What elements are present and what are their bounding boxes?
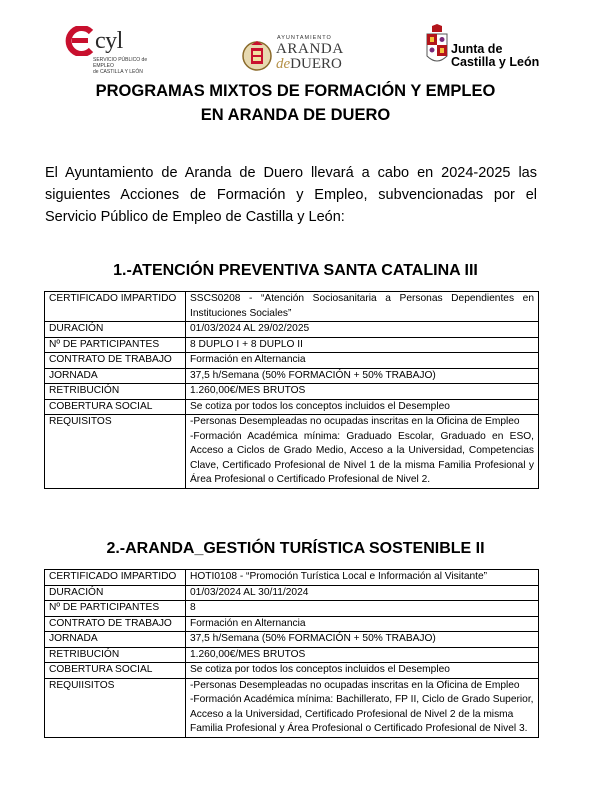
row-label: JORNADA — [45, 368, 186, 384]
row-label: CONTRATO DE TRABAJO — [45, 353, 186, 369]
row-value: 1.260,00€/MES BRUTOS — [186, 384, 539, 400]
aranda-logo-name: ARANDA — [276, 41, 344, 57]
junta-castilla-leon-logo — [424, 24, 544, 72]
jcyl-logo-line2: Castilla y León — [451, 55, 540, 69]
row-label: REQUIISITOS — [45, 678, 186, 737]
table-row — [45, 353, 539, 369]
table-row — [45, 616, 539, 632]
row-value: 37,5 h/Semana (50% FORMACIÓN + 50% TRABAJO) — [186, 632, 539, 648]
ecyl-e-icon — [64, 26, 94, 56]
row-label: JORNADA — [45, 632, 186, 648]
table-row — [45, 632, 539, 648]
aranda-coat-of-arms-icon — [242, 39, 272, 73]
row-value: 8 DUPLO I + 8 DUPLO II — [186, 337, 539, 353]
row-value: Se cotiza por todos los conceptos incluidos el Desempleo — [186, 399, 539, 415]
row-label: Nº DE PARTICIPANTES — [45, 601, 186, 617]
row-label: CERTIFICADO IMPARTIDO — [45, 570, 186, 586]
table-row — [45, 415, 539, 489]
row-label: COBERTURA SOCIAL — [45, 663, 186, 679]
row-value: SSCS0208 - “Atención Sociosanitaria a Personas Dependientes en Instituciones Sociales” — [186, 292, 539, 322]
requisito-item: -Formación Académica mínima: Bachillerato, FP II, Ciclo de Grado Superior, Acceso a la Universidad, Certificado Profesional de Nivel 2 de la misma Familia Profesional y Área Profesional o Certificado Profesional de Nivel 3. — [190, 694, 534, 734]
table-row — [45, 585, 539, 601]
row-label: DURACIÓN — [45, 322, 186, 338]
aranda-logo-de-duero: deDUERO — [276, 56, 342, 72]
aranda-logo — [242, 35, 352, 79]
table-row — [45, 368, 539, 384]
row-value: 1.260,00€/MES BRUTOS — [186, 647, 539, 663]
ecyl-logo-word: cyl — [95, 28, 123, 54]
row-label: Nº DE PARTICIPANTES — [45, 337, 186, 353]
row-label: CONTRATO DE TRABAJO — [45, 616, 186, 632]
table-row — [45, 337, 539, 353]
requisito-item: -Formación Académica mínima: Graduado Escolar, Graduado en ESO, Acceso a Ciclos de Grado Medio, Acceso a la Universidad, Competencias Clave, Certificado Profesional de Nivel 1 de la misma Familia Profesional y Área Profesional o Certificado Profesional de Nivel 2. — [190, 430, 534, 485]
table-row — [45, 292, 539, 322]
row-label: COBERTURA SOCIAL — [45, 399, 186, 415]
table-row — [45, 678, 539, 737]
row-value: Formación en Alternancia — [186, 616, 539, 632]
document-title-line2: EN ARANDA DE DUERO — [200, 106, 391, 124]
row-value: HOTI0108 - “Promoción Turística Local e Información al Visitante” — [186, 570, 539, 586]
table-row — [45, 399, 539, 415]
document-title-line1: PROGRAMAS MIXTOS DE FORMACIÓN Y EMPLEO — [95, 82, 496, 100]
table-row — [45, 384, 539, 400]
program-2-heading: 2.-ARANDA_GESTIÓN TURÍSTICA SOSTENIBLE II — [106, 540, 485, 557]
row-value: 37,5 h/Semana (50% FORMACIÓN + 50% TRABAJO) — [186, 368, 539, 384]
row-value: 01/03/2024 AL 29/02/2025 — [186, 322, 539, 338]
table-row — [45, 322, 539, 338]
table-row — [45, 601, 539, 617]
requisito-item: -Personas Desempleadas no ocupadas inscritas en la Oficina de Empleo — [190, 679, 520, 691]
row-label: REQUISITOS — [45, 415, 186, 489]
castilla-leon-coat-of-arms-icon — [424, 24, 450, 68]
requisito-item: -Personas Desempleadas no ocupadas inscritas en la Oficina de Empleo — [190, 416, 520, 427]
table-row — [45, 570, 539, 586]
jcyl-logo-line1: Junta de — [451, 42, 503, 56]
ecyl-logo — [64, 26, 154, 75]
program-1-table — [44, 291, 539, 489]
row-label: CERTIFICADO IMPARTIDO — [45, 292, 186, 322]
requisitos-value — [186, 415, 539, 489]
row-value: Formación en Alternancia — [186, 353, 539, 369]
row-label: RETRIBUCIÓN — [45, 384, 186, 400]
table-row — [45, 647, 539, 663]
row-value: 01/03/2024 AL 30/11/2024 — [186, 585, 539, 601]
row-value: 8 — [186, 601, 539, 617]
ecyl-logo-subtitle: SERVICIO PÚBLICO de EMPLEO de CASTILLA Y LEÓN — [93, 57, 148, 75]
intro-paragraph: El Ayuntamiento de Aranda de Duero llevará a cabo en 2024-2025 las siguientes Acciones de Formación y Empleo, subvencionadas por el Servicio Público de Empleo de Castilla y León: — [45, 165, 537, 225]
program-1-heading: 1.-ATENCIÓN PREVENTIVA SANTA CATALINA III — [113, 262, 478, 279]
row-label: RETRIBUCIÓN — [45, 647, 186, 663]
row-label: DURACIÓN — [45, 585, 186, 601]
aranda-logo-ayuntamiento: AYUNTAMIENTO — [277, 35, 332, 41]
row-value: Se cotiza por todos los conceptos incluidos el Desempleo — [186, 663, 539, 679]
program-2-table — [44, 569, 539, 738]
table-row — [45, 663, 539, 679]
requisitos-value — [186, 678, 539, 737]
